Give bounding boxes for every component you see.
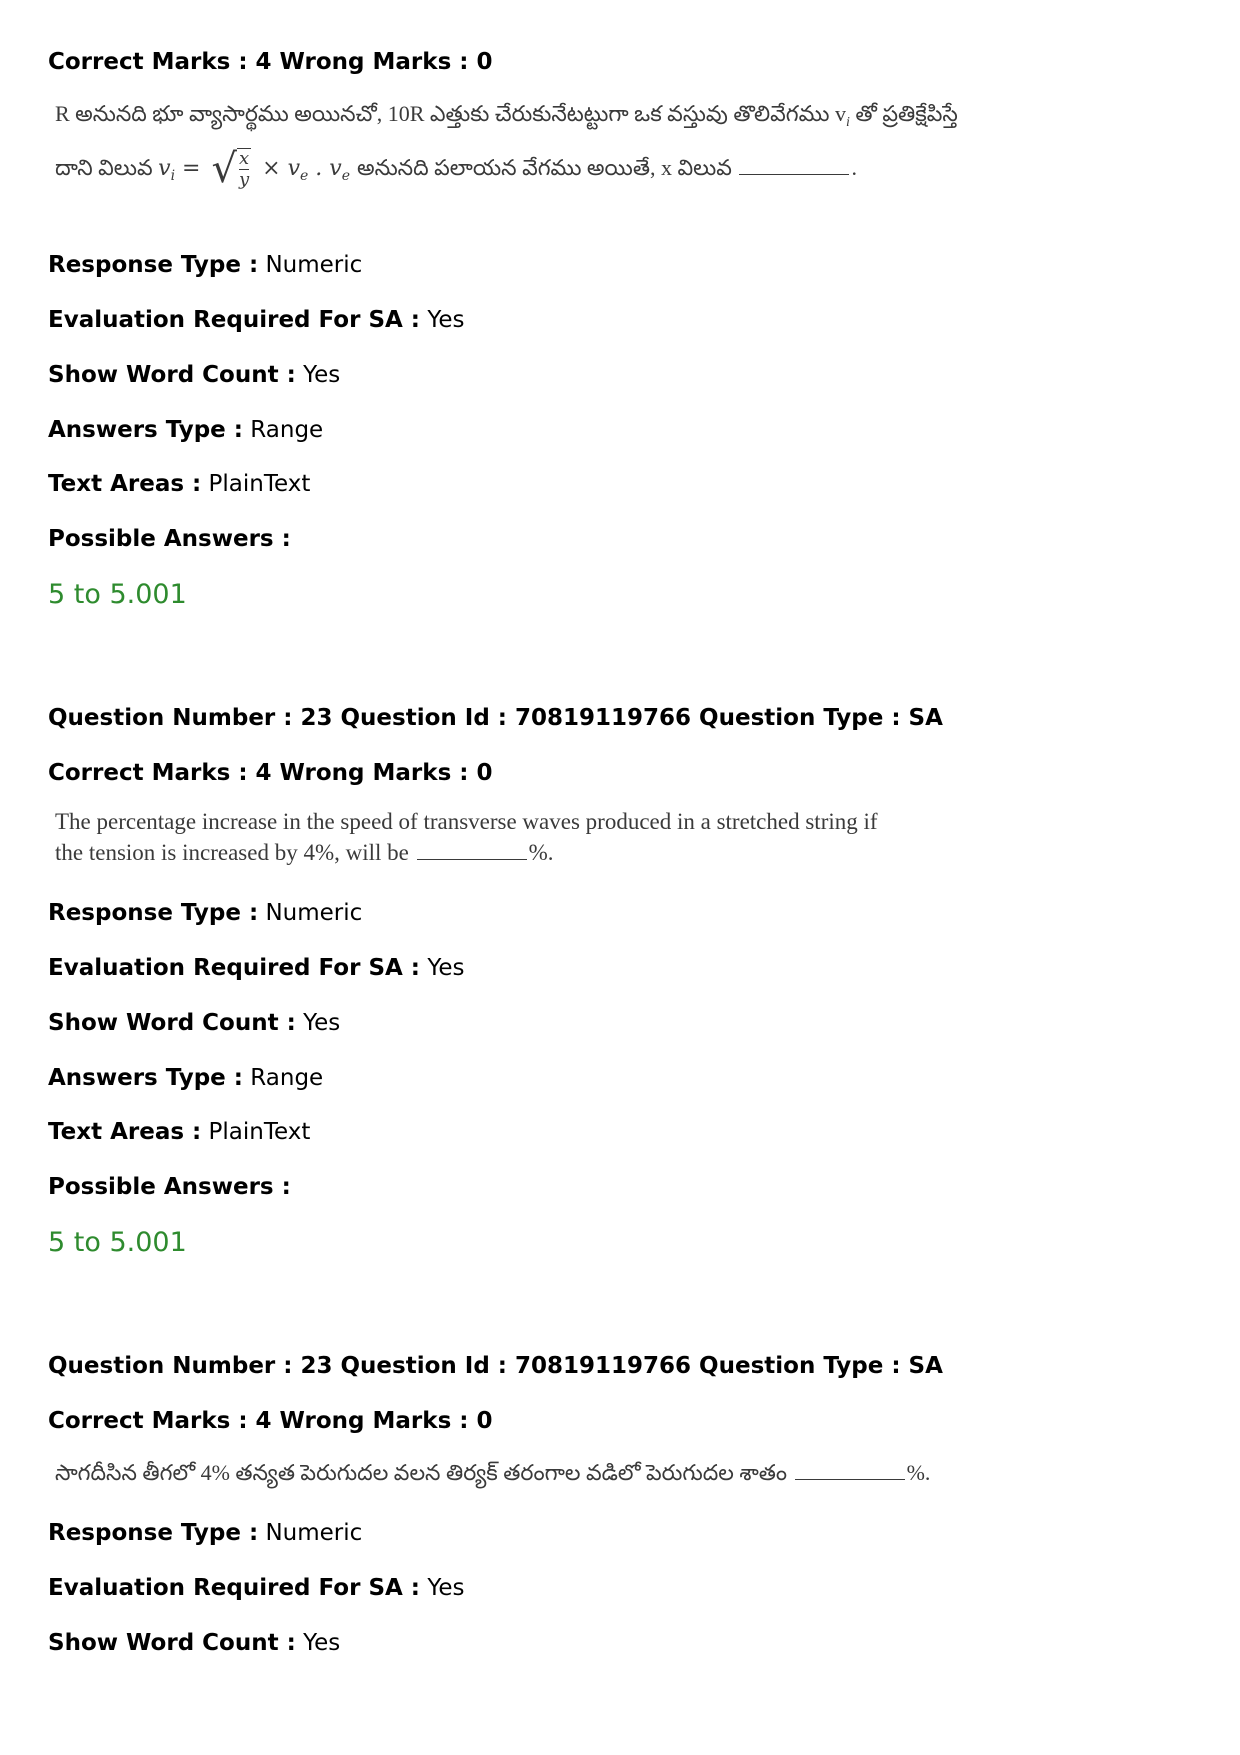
field-value: PlainText xyxy=(208,471,311,497)
field-label: Response Type : xyxy=(48,900,259,926)
q23-en-question-image xyxy=(55,806,878,868)
field-value: Numeric xyxy=(265,1520,363,1546)
q23-en-marks xyxy=(48,758,1192,788)
answer-blank xyxy=(795,1461,905,1480)
q22-field-response-type xyxy=(48,250,1192,280)
answer-blank xyxy=(417,841,527,860)
field-value: Numeric xyxy=(265,252,363,278)
q22-question-formula xyxy=(55,142,857,202)
formula xyxy=(158,146,357,192)
q23-en-possible-answer: 5 to 5.001 xyxy=(48,1227,187,1258)
field-value: Numeric xyxy=(265,900,363,926)
field-label: Show Word Count : xyxy=(48,1630,296,1656)
marks-text: Correct Marks : 4 Wrong Marks : 0 xyxy=(48,760,493,786)
field-value: Yes xyxy=(303,362,341,388)
fraction-numerator: x xyxy=(238,148,250,169)
field-label: Response Type : xyxy=(48,252,259,278)
question-line-2-end: అనునది పలాయన వేగము అయితే, x విలువ xyxy=(357,155,732,180)
q23-te-marks xyxy=(48,1406,1192,1436)
question-period: . xyxy=(851,155,857,180)
field-label: Show Word Count : xyxy=(48,362,296,388)
question-line-1-end: తో ప్రతిక్షేపిస్తే xyxy=(849,101,958,126)
q23-en-field-word-count xyxy=(48,1008,1192,1038)
q23-te-header xyxy=(48,1351,1192,1381)
field-label: Answers Type : xyxy=(48,1065,243,1091)
field-label: Evaluation Required For SA : xyxy=(48,955,421,981)
field-value: PlainText xyxy=(208,1119,311,1145)
q23-te-field-response-type xyxy=(48,1518,1192,1548)
q23-te-field-evaluation xyxy=(48,1573,1192,1603)
q23-en-field-possible-answers xyxy=(48,1172,1192,1202)
q23-en-field-text-areas xyxy=(48,1117,1192,1147)
ve-sub: e xyxy=(341,168,351,184)
q22-field-word-count xyxy=(48,360,1192,390)
question-line-2: the tension is increased by 4%, will be xyxy=(55,840,409,865)
field-value: Range xyxy=(250,417,324,443)
formula-lhs-sub: i xyxy=(170,168,176,184)
field-value: Yes xyxy=(427,1575,465,1601)
question-line-2-start: దాని విలువ xyxy=(55,155,153,180)
question-header: Question Number : 23 Question Id : 70819119766 Question Type : SA xyxy=(48,705,943,731)
formula-dot: . xyxy=(308,156,330,181)
q22-question-image xyxy=(55,98,958,138)
field-label: Text Areas : xyxy=(48,1119,202,1145)
field-label: Answers Type : xyxy=(48,417,243,443)
field-label: Response Type : xyxy=(48,1520,259,1546)
formula-lhs: v xyxy=(158,156,171,181)
q22-possible-answer: 5 to 5.001 xyxy=(48,579,187,610)
question-line-1: R అనునది భూ వ్యాసార్థము అయినచో, 10R ఎత్తుకు చేరుకునేటట్టుగా ఒక వస్తువు తొలివేగము v xyxy=(55,101,847,126)
marks-text: Correct Marks : 4 Wrong Marks : 0 xyxy=(48,49,493,75)
field-label: Show Word Count : xyxy=(48,1010,296,1036)
q23-en-header xyxy=(48,703,1192,733)
formula-times-sub: e xyxy=(300,168,309,184)
sqrt-fraction xyxy=(211,143,251,195)
field-value: Yes xyxy=(303,1010,341,1036)
q23-en-field-answers-type xyxy=(48,1063,1192,1093)
q22-marks xyxy=(48,47,1192,77)
field-label: Text Areas : xyxy=(48,471,202,497)
q23-te-question-image xyxy=(55,1457,930,1488)
fraction-denominator: y xyxy=(238,169,250,190)
formula-eq: = xyxy=(175,156,208,181)
q23-en-field-evaluation xyxy=(48,953,1192,983)
field-label: Possible Answers : xyxy=(48,526,291,552)
q23-en-field-response-type xyxy=(48,898,1192,928)
formula-times: × v xyxy=(262,156,301,181)
field-value: Yes xyxy=(427,955,465,981)
ve-symbol: v xyxy=(329,156,342,181)
field-label: Evaluation Required For SA : xyxy=(48,307,421,333)
field-value: Yes xyxy=(303,1630,341,1656)
answer-blank xyxy=(739,156,849,175)
q22-field-evaluation xyxy=(48,305,1192,335)
field-label: Evaluation Required For SA : xyxy=(48,1575,421,1601)
question-line-2-wrap xyxy=(55,837,878,868)
q22-field-text-areas xyxy=(48,469,1192,499)
field-value: Yes xyxy=(427,307,465,333)
question-line-1-end: %. xyxy=(906,1460,931,1485)
question-line-2-end: %. xyxy=(528,840,554,865)
marks-text: Correct Marks : 4 Wrong Marks : 0 xyxy=(48,1408,493,1434)
field-label: Possible Answers : xyxy=(48,1174,291,1200)
q22-field-possible-answers xyxy=(48,524,1192,554)
question-line-1: The percentage increase in the speed of transverse waves produced in a stretched string if xyxy=(55,809,878,834)
field-value: Range xyxy=(250,1065,324,1091)
sqrt-icon: √ xyxy=(211,146,237,192)
question-header: Question Number : 23 Question Id : 70819119766 Question Type : SA xyxy=(48,1353,943,1379)
q22-field-answers-type xyxy=(48,415,1192,445)
question-line-1: సాగదీసిన తీగలో 4% తన్యత పెరుగుదల వలన తిర్యక్ తరంగాల వడిలో పెరుగుదల శాతం xyxy=(55,1460,788,1485)
q23-te-field-word-count xyxy=(48,1628,1192,1658)
vi-subscript: i xyxy=(846,115,850,130)
